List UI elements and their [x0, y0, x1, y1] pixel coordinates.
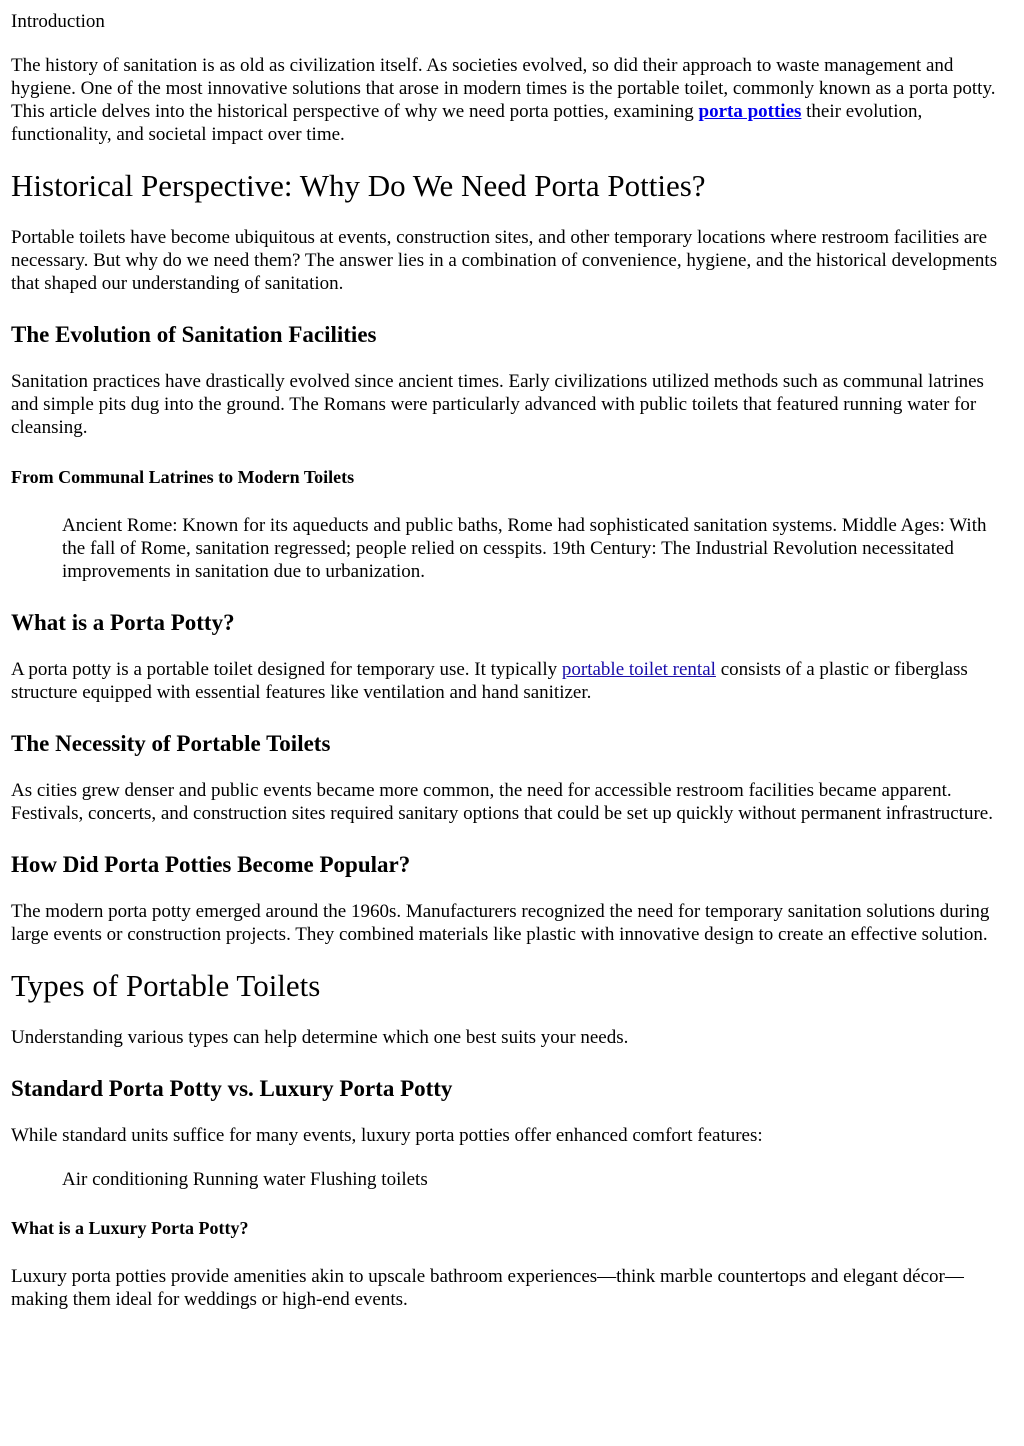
standard-luxury-paragraph: While standard units suffice for many events, luxury porta potties offer enhanced comfort features: — [11, 1125, 763, 1146]
evolution-paragraph: Sanitation practices have drastically evolved since ancient times. Early civilizations utilized methods such as communal latrines and simple pits dug into the ground. The Romans were particularly advanced with public toilets that featured running water for cleansing. — [11, 371, 984, 438]
heading-historical-perspective: Historical Perspective: Why Do We Need Porta Potties? — [11, 168, 706, 203]
heading-types: Types of Portable Toilets — [11, 968, 321, 1003]
portable-toilet-rental-link[interactable]: portable toilet rental — [561, 659, 716, 680]
heading-latrines: From Communal Latrines to Modern Toilets — [11, 467, 355, 487]
luxury-paragraph: Luxury porta potties provide amenities akin to upscale bathroom experiences—think marble countertops and elegant décor—making them ideal for weddings or high-end events. — [11, 1266, 964, 1310]
what-is-paragraph — [11, 658, 1013, 704]
intro-label: Introduction — [11, 11, 105, 32]
heading-necessity: The Necessity of Portable Toilets — [11, 731, 331, 756]
types-paragraph: Understanding various types can help determine which one best suits your needs. — [11, 1027, 629, 1048]
intro-text-before-link: The history of sanitation is as old as civilization itself. As societies evolved, so did their approach to waste management and hygiene. One of the most innovative solutions that arose in modern times is the portable toilet, commonly known as a porta potty. This article delves into the historical perspective of why we need porta potties, examining — [11, 55, 996, 122]
what-is-text-before-link: A porta potty is a portable toilet designed for temporary use. It typically — [11, 659, 562, 680]
heading-evolution: The Evolution of Sanitation Facilities — [11, 322, 377, 347]
popular-paragraph: The modern porta potty emerged around the 1960s. Manufacturers recognized the need for temporary sanitation solutions during large events or construction projects. They combined materials like plastic with innovative design to create an effective solution. — [11, 901, 990, 945]
heading-what-is-porta-potty: What is a Porta Potty? — [11, 610, 235, 635]
necessity-paragraph: As cities grew denser and public events became more common, the need for accessible restroom facilities became apparent. Festivals, concerts, and construction sites required sanitary options that could be set up quickly without permanent infrastructure. — [11, 780, 993, 824]
intro-text-after-link: their evolution, functionality, and societal impact over time. — [11, 101, 923, 145]
porta-potties-link[interactable]: porta potties — [698, 101, 802, 122]
luxury-features-list: Air conditioning Running water Flushing toilets — [62, 1169, 428, 1190]
intro-paragraph — [11, 54, 1013, 146]
heading-luxury: What is a Luxury Porta Potty? — [11, 1218, 249, 1238]
latrines-list: Ancient Rome: Known for its aqueducts and public baths, Rome had sophisticated sanitation systems. Middle Ages: With the fall of Rome, sanitation regressed; people relied on cesspits. 19th Century: The Industrial Revolution necessitated improvements in sanitation due to urbanization. — [62, 515, 987, 582]
historical-paragraph: Portable toilets have become ubiquitous at events, construction sites, and other temporary locations where restroom facilities are necessary. But why do we need them? The answer lies in a combination of convenience, hygiene, and the historical developments that shaped our understanding of sanitation. — [11, 227, 998, 294]
heading-standard-vs-luxury: Standard Porta Potty vs. Luxury Porta Potty — [11, 1076, 453, 1101]
heading-popular: How Did Porta Potties Become Popular? — [11, 852, 411, 877]
what-is-text-after-link: consists of a plastic or fiberglass structure equipped with essential features like ventilation and hand sanitizer. — [11, 659, 968, 703]
